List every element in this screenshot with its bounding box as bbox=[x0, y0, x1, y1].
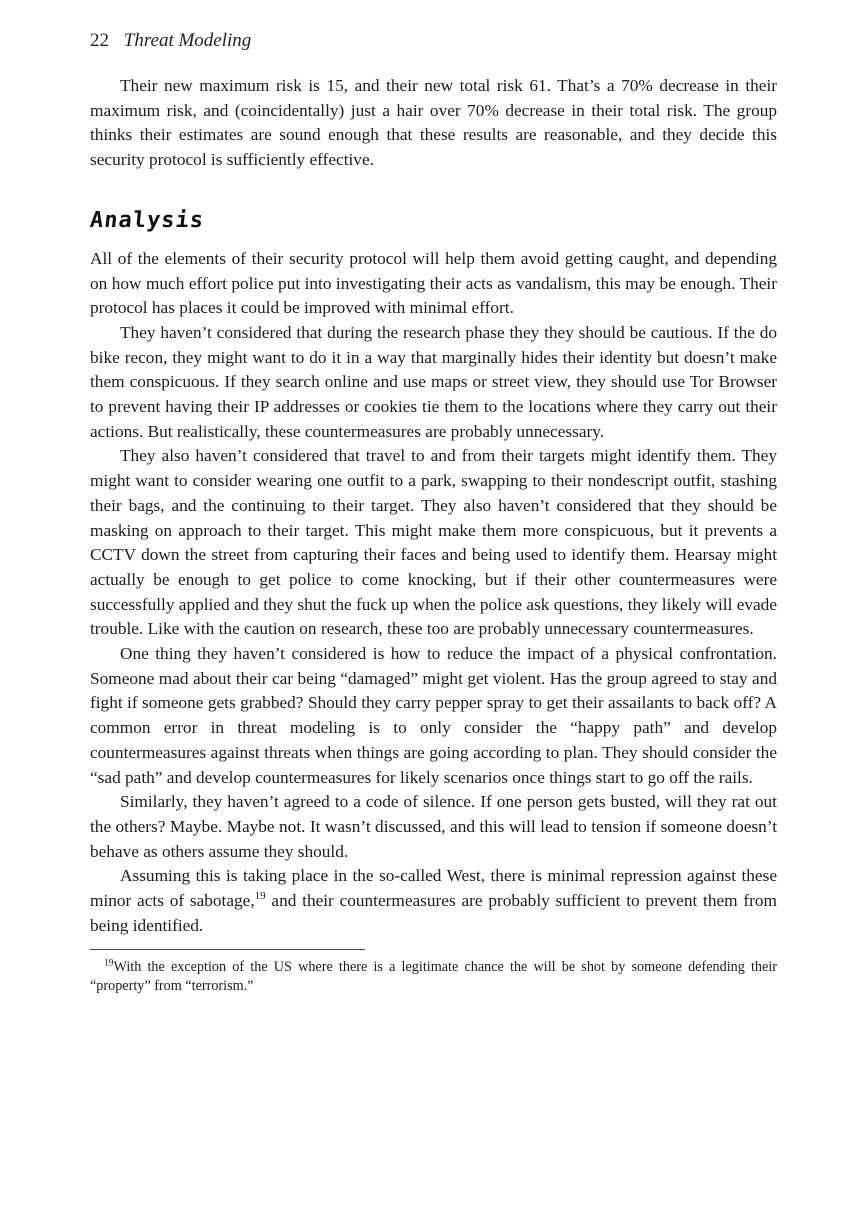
paragraph-6-part-1: Assuming this is taking place in the so-called West, there is minimal repression against these minor acts of sabotage, bbox=[90, 866, 777, 911]
section-heading: Analysis bbox=[88, 207, 206, 233]
running-title: Threat Modeling bbox=[123, 30, 252, 51]
paragraph-6-part-2: and their countermeasures are probably sufficient to prevent them from being identified. bbox=[90, 891, 777, 935]
paragraph-4: One thing they haven’t considered is how to reduce the impact of a physical confrontation. Someone mad about their car being “damaged” might get violent. Has the group agreed to stay and fight if someone gets grabbed? Should they carry pepper spray to get their assailants to back off? A common error in threat modeling is to only consider the “happy path” and develop countermeasures against threats when things are going according to plan. They should consider the “sad path” and develop countermeasures for likely scenarios once things start to go off the rails. bbox=[90, 644, 777, 787]
footnote bbox=[90, 958, 777, 996]
intro-paragraph: Their new maximum risk is 15, and their new total risk 61. That’s a 70% decrease in their maximum risk, and (coincidentally) just a hair over 70% decrease in their total risk. The group thinks their estimates are sound enough that these results are reasonable, and they decide this security protocol is sufficiently effective. bbox=[90, 76, 777, 170]
footnote-marker: 19 bbox=[104, 957, 114, 968]
paragraph-1: All of the elements of their security protocol will help them avoid getting caught, and depending on how much effort police put into investigating their acts as vandalism, this may be enough. Their protocol has places it could be improved with minimal effort. bbox=[90, 248, 777, 318]
footnote-divider bbox=[90, 949, 365, 950]
footnote-text-block bbox=[90, 958, 777, 996]
paragraph-2: They haven’t considered that during the research phase they they should be cautious. If the do bike recon, they might want to do it in a way that marginally hides their identity but doesn’t make them conspicuous. If they search online and use maps or street view, they should use Tor Browser to prevent having their IP addresses or cookies tie them to the locations where they carry out their actions. But realistically, these countermeasures are probably unnecessary. bbox=[90, 322, 777, 441]
body-text bbox=[90, 74, 777, 939]
paragraph-3: They also haven’t considered that travel to and from their targets might identify them. They might want to consider wearing one outfit to a park, swapping to their nondescript outfit, stashing their bags, and the continuing to their target. They also haven’t considered that they should be masking on approach to their target. This might make them more conspicuous, but it prevents a CCTV down the street from capturing their faces and being used to identify them. Hearsay might actually be enough to get police to come knocking, but if their other countermeasures were successfully applied and they shut the fuck up when the police ask questions, they likely will evade trouble. Like with the caution on research, these too are probably unnecessary countermeasures. bbox=[90, 446, 777, 639]
running-header bbox=[90, 28, 777, 54]
footnote-reference[interactable]: 19 bbox=[254, 890, 266, 903]
page-number: 22 bbox=[90, 30, 109, 51]
paragraph-5: Similarly, they haven’t agreed to a code of silence. If one person gets busted, will they rat out the others? Maybe. Maybe not. It wasn’t discussed, and this will lead to tension if someone doesn’t behave as others assume they should. bbox=[90, 792, 777, 861]
footnote-text: With the exception of the US where there is a legitimate chance the will be shot by someone defending their “property” from “terrorism.” bbox=[90, 958, 777, 994]
paragraph-6 bbox=[90, 864, 777, 938]
